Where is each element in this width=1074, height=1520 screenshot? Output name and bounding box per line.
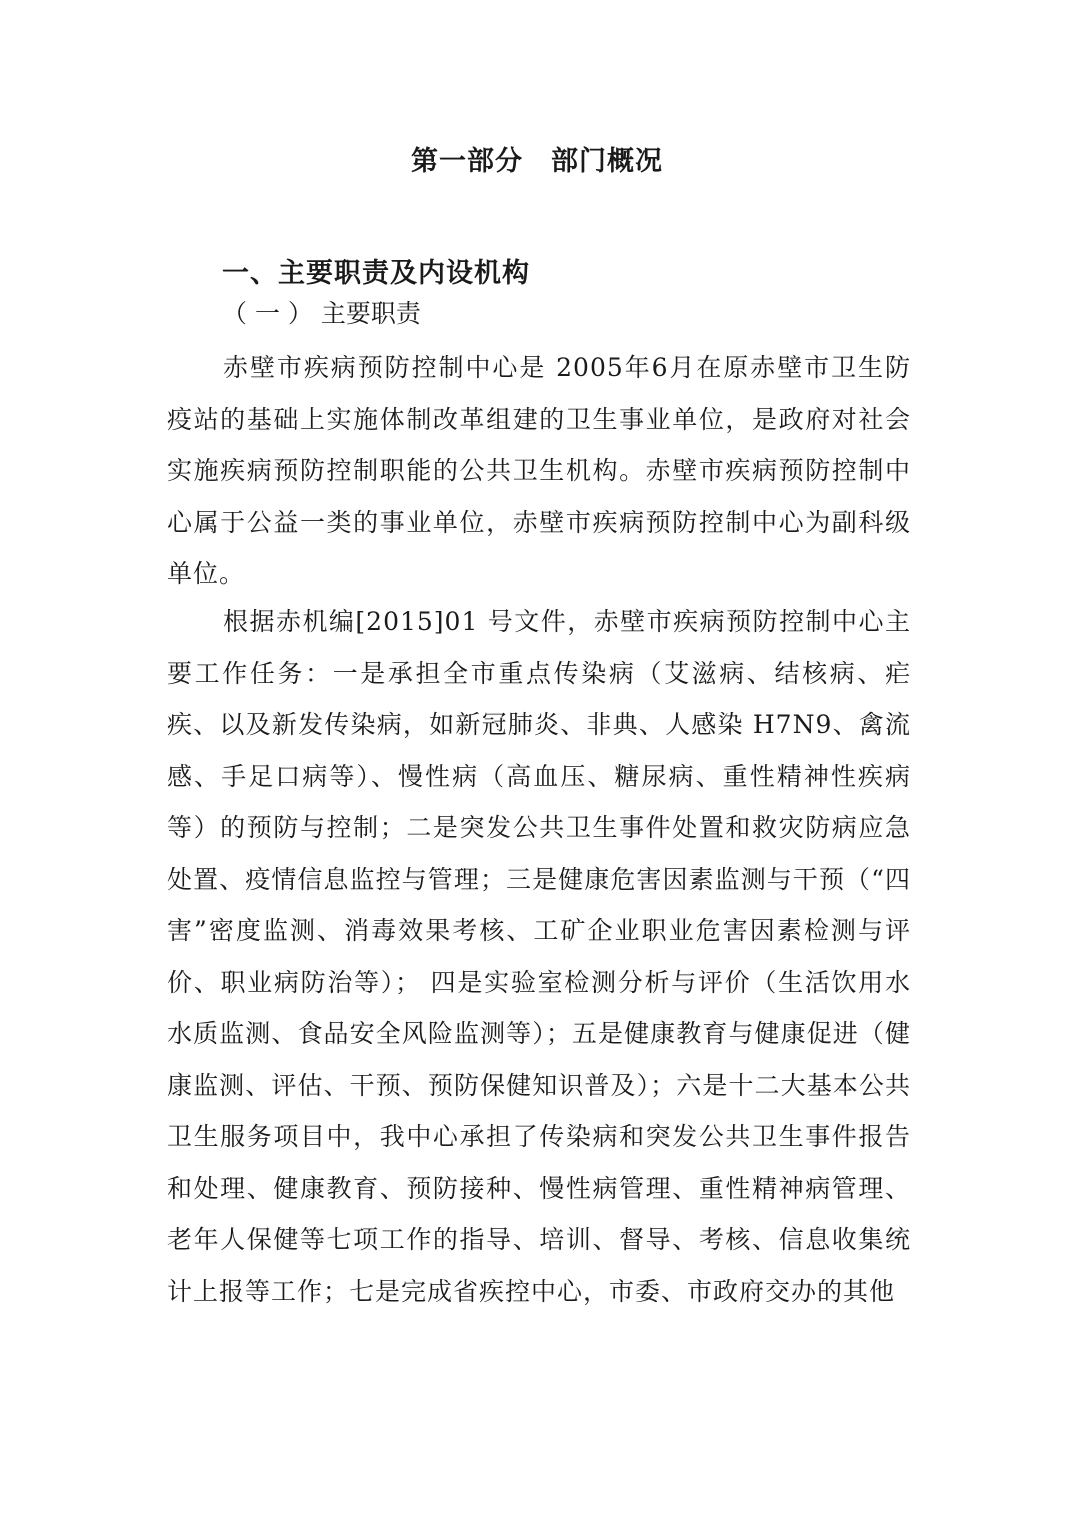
section-heading: 一、主要职责及内设机构 [222,258,530,289]
page-title: 第一部分 部门概况 [411,146,663,177]
body-paragraph: 赤壁市疾病预防控制中心是 2005年6月在原赤壁市卫生防疫站的基础上实施体制改革组建的卫生事业单位，是政府对社会实施疾病预防控制职能的公共卫生机构。赤壁市疾病预防控制中心属于公益一类的事业单位，赤壁市疾病预防控制中心为副科级单位。 [167,353,911,588]
subsection-heading: （ 一 ） 主要职责 [222,299,421,328]
body-paragraph: 根据赤机编[2015]01 号文件，赤壁市疾病预防控制中心主要工作任务：一是承担全市重点传染病（艾滋病、结核病、疟疾、以及新发传染病，如新冠肺炎、非典、人感染 H7N9、禽流感、手足口病等）、慢性病（高血压、糖尿病、重性精神性疾病等）的预防与控制；二是突发公共卫生事件处置和救灾防病应急处置、疫情信息监控与管理；三是健康危害因素监测与干预（“四害”密度监测、消毒效果考核、工矿企业职业危害因素检测与评价、职业病防治等）； 四是实验室检测分析与评价（生活饮用水水质监测、食品安全风险监测等）；五是健康教育与健康促进（健康监测、评估、干预、预防保健知识普及）；六是十二大基本公共卫生服务项目中，我中心承担了传染病和突发公共卫生事件报告和处理、健康教育、预防接种、慢性病管理、重性精神病管理、老年人保健等七项工作的指导、培训、督导、考核、信息收集统计上报等工作；七是完成省疾控中心，市委、市政府交办的其他 [167,607,911,1306]
